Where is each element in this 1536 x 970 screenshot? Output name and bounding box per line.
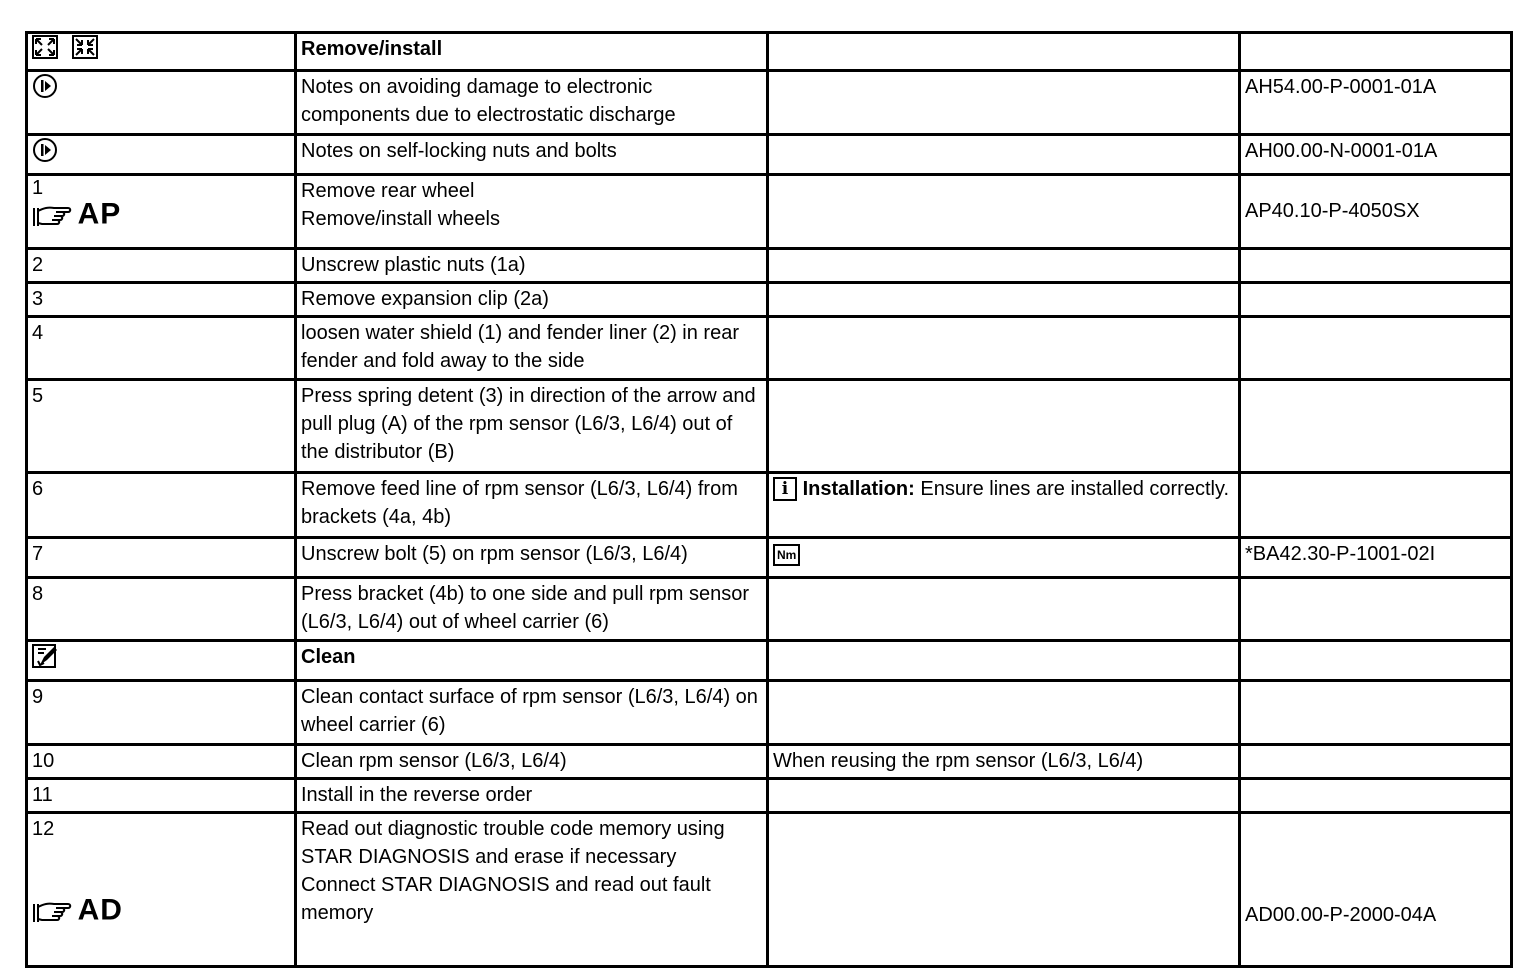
table-row	[27, 779, 1512, 813]
action-cell: Remove feed line of rpm sensor (L6/3, L6/4) from brackets (4a, 4b)	[296, 473, 768, 538]
step-cell: 10	[27, 745, 296, 779]
reference-cell	[1240, 283, 1512, 317]
action-cell	[296, 813, 768, 967]
table-row	[27, 249, 1512, 283]
note-cell	[768, 33, 1240, 71]
table-row	[27, 317, 1512, 380]
notes-icon[interactable]	[32, 73, 58, 107]
step-cell: 9	[27, 681, 296, 745]
step-cell	[27, 175, 296, 249]
table-row	[27, 33, 1512, 71]
table-row	[27, 175, 1512, 249]
table-row	[27, 641, 1512, 681]
notes-icon[interactable]	[32, 137, 58, 171]
step-cell: 6	[27, 473, 296, 538]
table-row	[27, 380, 1512, 473]
action-cell: Unscrew plastic nuts (1a)	[296, 249, 768, 283]
note-cell	[768, 317, 1240, 380]
table-row	[27, 71, 1512, 135]
table-row	[27, 135, 1512, 175]
reference-cell	[1240, 745, 1512, 779]
installation-label: Installation:	[802, 478, 915, 500]
step-cell: 5	[27, 380, 296, 473]
procedure-table	[25, 31, 1513, 968]
action-line: Connect STAR DIAGNOSIS and read out fault memory	[301, 874, 711, 924]
step-cell: 11	[27, 779, 296, 813]
info-icon[interactable]: i	[773, 477, 797, 501]
action-line: Remove/install wheels	[301, 208, 500, 230]
ad-badge: AD	[77, 893, 123, 927]
note-cell	[768, 641, 1240, 681]
hand-pointer-icon[interactable]	[32, 202, 72, 228]
note-cell	[768, 578, 1240, 641]
ap-badge: AP	[77, 197, 122, 231]
reference-cell	[1240, 641, 1512, 681]
note-cell	[768, 473, 1240, 538]
clean-icon[interactable]	[32, 643, 58, 677]
note-cell	[768, 779, 1240, 813]
table-row	[27, 813, 1512, 967]
expand-icon[interactable]	[32, 35, 58, 67]
action-line: Remove rear wheel	[301, 180, 475, 202]
action-cell: Notes on self-locking nuts and bolts	[296, 135, 768, 175]
note-cell: When reusing the rpm sensor (L6/3, L6/4)	[768, 745, 1240, 779]
action-line: Read out diagnostic trouble code memory using STAR DIAGNOSIS and erase if necessary	[301, 818, 725, 868]
note-cell	[768, 380, 1240, 473]
step-number: 12	[32, 818, 55, 840]
table-row	[27, 538, 1512, 578]
step-cell	[27, 813, 296, 967]
reference-link[interactable]: AD00.00-P-2000-04A	[1245, 904, 1437, 926]
table-row	[27, 681, 1512, 745]
action-cell: Clean rpm sensor (L6/3, L6/4)	[296, 745, 768, 779]
collapse-icon[interactable]	[72, 35, 98, 67]
installation-note: Ensure lines are installed correctly.	[920, 478, 1230, 500]
step-cell	[27, 33, 296, 71]
hand-pointer-icon[interactable]	[32, 898, 72, 924]
reference-cell	[1240, 813, 1512, 967]
table-row	[27, 745, 1512, 779]
step-cell: 7	[27, 538, 296, 578]
reference-cell	[1240, 578, 1512, 641]
action-cell: Unscrew bolt (5) on rpm sensor (L6/3, L6/4)	[296, 538, 768, 578]
step-cell	[27, 71, 296, 135]
reference-cell[interactable]: AH54.00-P-0001-01A	[1240, 71, 1512, 135]
note-cell	[768, 249, 1240, 283]
note-cell	[768, 681, 1240, 745]
action-cell: Press spring detent (3) in direction of the arrow and pull plug (A) of the rpm sensor (L6/3, L6/4) out of the distributor (B)	[296, 380, 768, 473]
note-cell	[768, 283, 1240, 317]
action-cell: Press bracket (4b) to one side and pull rpm sensor (L6/3, L6/4) out of wheel carrier (6)	[296, 578, 768, 641]
step-cell: 3	[27, 283, 296, 317]
torque-icon[interactable]: Nm	[773, 544, 800, 566]
note-cell	[768, 175, 1240, 249]
step-cell	[27, 135, 296, 175]
action-cell: Notes on avoiding damage to electronic components due to electrostatic discharge	[296, 71, 768, 135]
step-cell: 4	[27, 317, 296, 380]
note-cell	[768, 71, 1240, 135]
reference-cell	[1240, 175, 1512, 249]
table-row	[27, 473, 1512, 538]
step-cell: 2	[27, 249, 296, 283]
table-row	[27, 578, 1512, 641]
note-cell	[768, 813, 1240, 967]
reference-cell[interactable]: AH00.00-N-0001-01A	[1240, 135, 1512, 175]
reference-link[interactable]: AP40.10-P-4050SX	[1245, 200, 1420, 222]
action-cell: Remove/install	[296, 33, 768, 71]
reference-cell[interactable]: *BA42.30-P-1001-02I	[1240, 538, 1512, 578]
table-row	[27, 283, 1512, 317]
step-number: 1	[32, 177, 44, 199]
action-cell: loosen water shield (1) and fender liner (2) in rear fender and fold away to the side	[296, 317, 768, 380]
action-cell: Install in the reverse order	[296, 779, 768, 813]
step-cell	[27, 641, 296, 681]
reference-cell	[1240, 779, 1512, 813]
note-cell	[768, 135, 1240, 175]
reference-cell	[1240, 473, 1512, 538]
reference-cell	[1240, 317, 1512, 380]
reference-cell	[1240, 681, 1512, 745]
action-cell: Clean	[296, 641, 768, 681]
reference-cell	[1240, 249, 1512, 283]
reference-cell	[1240, 33, 1512, 71]
note-cell	[768, 538, 1240, 578]
reference-cell	[1240, 380, 1512, 473]
action-cell: Remove expansion clip (2a)	[296, 283, 768, 317]
action-cell	[296, 175, 768, 249]
step-cell: 8	[27, 578, 296, 641]
action-cell: Clean contact surface of rpm sensor (L6/3, L6/4) on wheel carrier (6)	[296, 681, 768, 745]
